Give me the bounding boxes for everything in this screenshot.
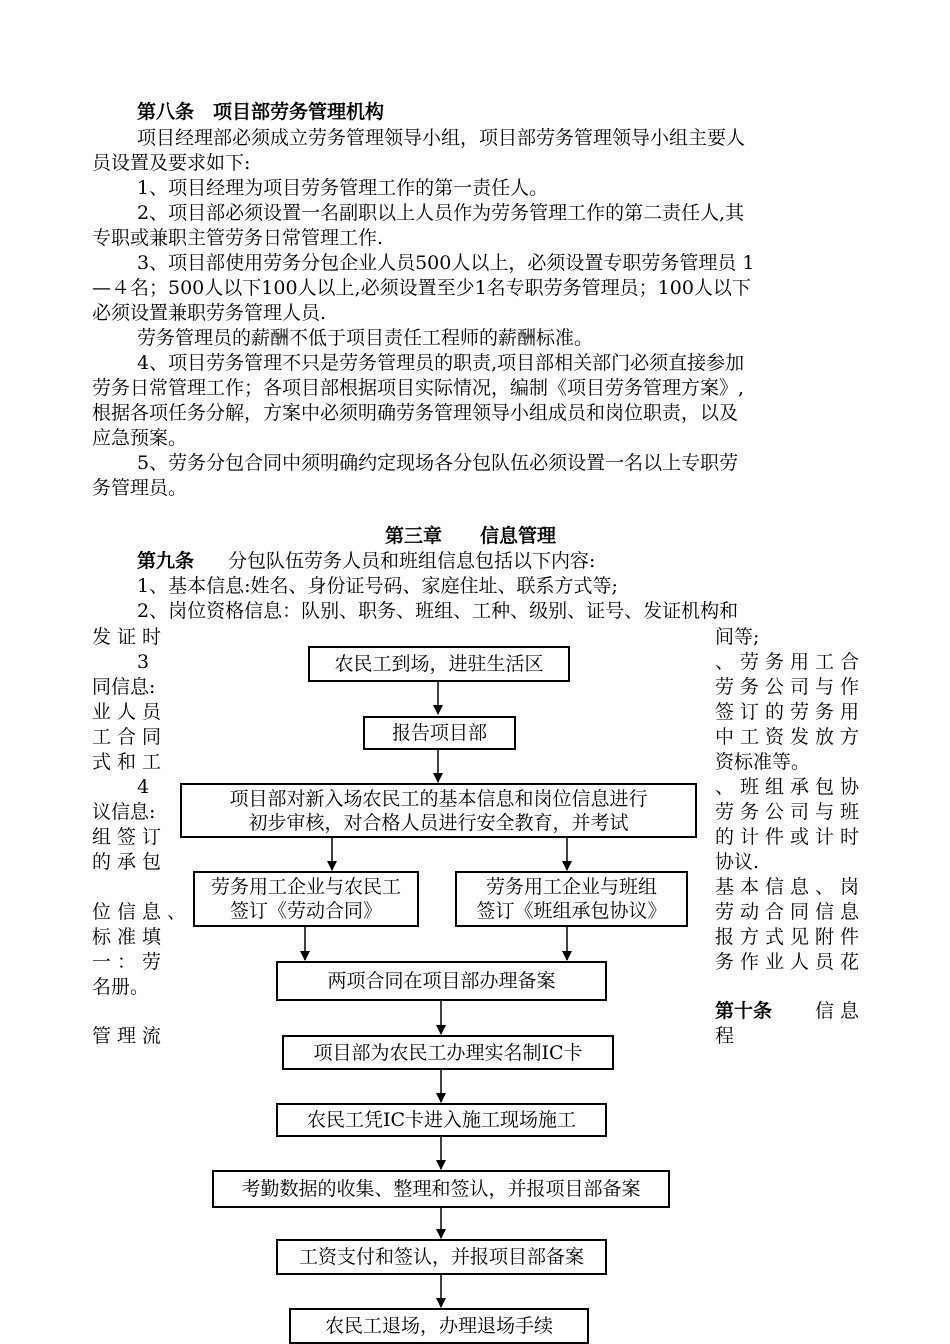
left-fragment: 议信息: [92,801,156,823]
info-item: 1、基本信息:姓名、身份证号码、家庭住址、联系方式等; [137,575,618,597]
right-fragment: 间等; [715,626,760,648]
flow-step-text: 两项合同在项目部办理备案 [327,970,556,992]
article8-item: 5、劳务分包合同中须明确约定现场各分包队伍必须设置一名以上专职劳 [137,452,739,474]
flow-step-text: 报告项目部 [391,722,487,744]
left-fragment: 组签订 [92,826,168,848]
chapter-title: 第三章 信息管理 [385,525,557,547]
article8-item: 2、项目部必须设置一名副职以上人员作为劳务管理工作的第二责任人,其 [137,202,745,224]
flow-step-site-entry [276,1103,607,1137]
right-fragment: 务作业人员花 [715,951,866,973]
right-fragment: 报方式见附件 [715,926,866,948]
article8-item: 务管理员。 [92,477,188,499]
left-fragment: 名册。 [92,976,150,998]
flow-step-text: 项目部为农民工办理实名制IC卡 [313,1041,583,1064]
left-fragment: 同信息: [92,676,156,698]
flow-step-text: 劳务用工企业与农民工 [210,876,401,898]
left-fragment: 3 [137,651,150,673]
article8-title: 第八条 项目部劳务管理机构 [137,101,385,123]
flow-step-filing [276,961,607,1001]
right-fragment: 、劳务用工合 [715,651,866,673]
article8-item: 必须设置兼职劳务管理人员. [92,302,327,324]
article8-paragraph: 项目经理部必须成立劳务管理领导小组，项目部劳务管理领导小组主要人 [137,127,746,149]
left-fragment: 4 [137,776,150,798]
article8-item: 专职或兼职主管劳务日常管理工作. [92,227,384,249]
left-fragment: 一：劳 [92,951,168,973]
flow-step-text: 劳务用工企业与班组 [485,876,657,898]
right-fragment: 中工资发放方 [715,726,866,748]
flow-step-exit [289,1308,589,1344]
article8-item: 劳务日常管理工作；各项目部根据项目实际情况，编制《项目劳务管理方案》, [92,377,745,399]
left-fragment: 工合同 [92,726,168,748]
flow-step-text: 农民工到场，进驻生活区 [334,653,544,675]
flow-step-text: 项目部对新入场农民工的基本信息和岗位信息进行 [229,787,648,810]
flow-step-team-agreement [455,871,688,927]
right-fragment: 基本信息、岗 [715,876,866,898]
article9-text: 分包队伍劳务人员和班组信息包括以下内容: [228,550,596,572]
flow-step-report [363,716,516,750]
flow-step-text: 工资支付和签认，并报项目部备案 [298,1246,584,1268]
flow-step-text: 签订《劳动合同》 [229,900,382,922]
flow-step-text: 农民工退场，办理退场手续 [324,1315,553,1337]
flow-step-text: 初步审核，对合格人员进行安全教育，并考试 [248,811,629,834]
right-fragment: 劳务公司与班 [715,801,866,823]
left-fragment: 业人员 [92,701,168,723]
flow-step-text: 签订《班组承包协议》 [476,900,667,922]
flow-step-ic-card [282,1035,614,1070]
right-fragment: 劳务公司与作 [715,676,866,698]
right-fragment: 、班组承包协 [715,776,866,798]
left-fragment: 位信息、 [92,901,193,923]
article9-label: 第九条 [137,550,195,572]
right-fragment: 签订的劳务用 [715,701,866,723]
left-fragment: 式和工 [92,751,168,773]
flow-step-text: 考勤数据的收集、整理和签认，并报项目部备案 [241,1178,641,1200]
article10-text: 程 [715,1025,735,1047]
left-fragment: 发证时 [92,626,168,648]
flow-step-review [180,783,697,838]
article8-paragraph: 劳务管理员的薪酬不低于项目责任工程师的薪酬标准。 [137,327,594,349]
left-fragment: 管理流 [92,1025,168,1047]
article8-item: 3、项目部使用劳务分包企业人员500人以上，必须设置专职劳务管理员 1 [137,252,755,274]
flow-step-text: 农民工凭IC卡进入施工现场施工 [306,1109,577,1131]
article10-label: 第十条 [715,1000,773,1022]
right-fragment: 的计件或计时 [715,826,866,848]
article8-item: —４名；500人以下100人以上,必须设置至少1名专职劳务管理员；100人以下 [92,277,751,299]
left-fragment: 的承包 [92,851,168,873]
left-fragment: 标准填 [92,926,168,948]
article10-text: 信息 [815,1000,866,1022]
article8-item: 应急预案。 [92,427,188,449]
article8-item: 根据各项任务分解，方案中必须明确劳务管理领导小组成员和岗位职责，以及 [92,402,739,424]
flow-step-wage-payment [276,1239,607,1275]
flow-step-labor-contract [193,871,419,927]
info-item: 2、岗位资格信息：队别、职务、班组、工种、级别、证号、发证机构和 [137,600,739,622]
right-fragment: 资标准等。 [715,751,811,773]
article8-item: 4、项目劳务管理不只是劳务管理员的职责,项目部相关部门必须直接参加 [137,352,745,374]
flow-step-arrival [308,646,570,682]
article8-item: 1、项目经理为项目劳务管理工作的第一责任人。 [137,177,549,199]
flow-step-attendance [212,1170,670,1208]
article8-paragraph: 员设置及要求如下: [92,152,251,174]
right-fragment: 劳动合同信息 [715,901,866,923]
right-fragment: 协议. [715,851,760,873]
